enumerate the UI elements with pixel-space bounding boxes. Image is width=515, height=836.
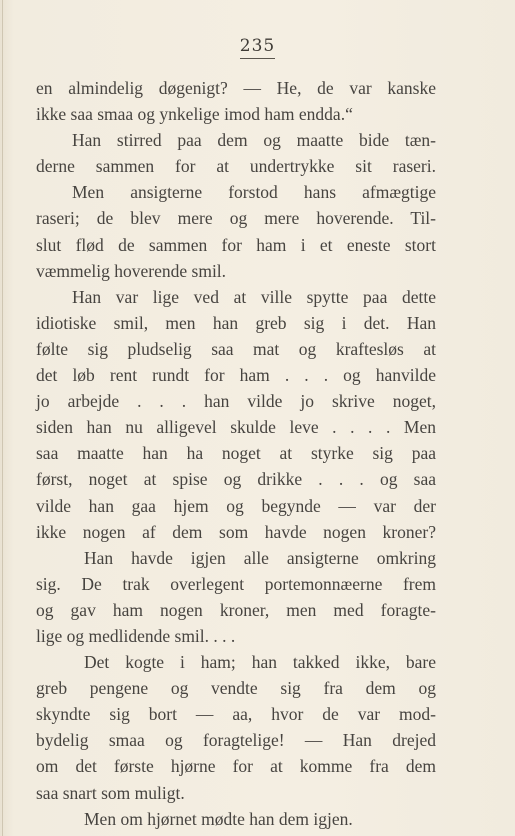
text-line: Han stirred paa dem og maatte bide tæn- [72, 130, 436, 151]
text-line: vilde han gaa hjem og begynde — var der [36, 495, 436, 516]
text-line: jo arbejde . . . han vilde jo skrive noget, [36, 391, 436, 412]
text-line: følte sig pludselig saa mat og kraftesløs at [36, 338, 436, 359]
text-line: lige og medlidende smil. . . . [36, 625, 236, 646]
text-line: og gav ham nogen kroner, men med foragte- [36, 599, 436, 620]
text-line: saa snart som muligt. [36, 782, 185, 803]
text-line: derne sammen for at undertrykke sit raseri. [36, 156, 436, 177]
text-line: skyndte sig bort — aa, hvor de var mod- [36, 704, 436, 725]
text-line: Han var lige ved at ville spytte paa dette [72, 286, 436, 307]
text-line: ikke saa smaa og ynkelige imod ham endda.“ [36, 104, 353, 125]
body-text [36, 75, 436, 832]
text-line: bydelig smaa og foragtelige! — Han drejed [36, 730, 436, 751]
text-line: væmmelig hoverende smil. [36, 260, 227, 281]
text-line: Men om hjørnet mødte han dem igjen. [84, 808, 353, 829]
text-line: Det kogte i ham; han takked ikke, bare [84, 652, 436, 673]
text-line: om det første hjørne for at komme fra dem [36, 756, 436, 777]
text-line: en almindelig døgenigt? — He, de var kanske [36, 78, 436, 98]
text-line: det løb rent rundt for ham . . . og hanvilde [36, 365, 436, 386]
text-line: siden han nu alligevel skulde leve . . . . Men [36, 417, 436, 438]
text-line: slut flød de sammen for ham i et eneste stort [36, 234, 436, 255]
text-line: ikke nogen af dem som havde nogen kroner? [36, 521, 436, 542]
text-line: idiotiske smil, men han greb sig i det. Han [36, 312, 436, 333]
page-gutter-edge [2, 0, 3, 836]
text-line: greb pengene og vendte sig fra dem og [36, 678, 436, 699]
text-line: Han havde igjen alle ansigterne omkring [84, 547, 436, 568]
text-line: raseri; de blev mere og mere hoverende. Til- [36, 208, 436, 229]
text-line: Men ansigterne forstod hans afmægtige [72, 182, 436, 203]
text-line: saa maatte han ha noget at styrke sig paa [36, 443, 436, 464]
text-line: sig. De trak overlegent portemonnæerne frem [36, 573, 436, 594]
page-number: 235 [0, 36, 515, 59]
text-line: først, noget at spise og drikke . . . og saa [36, 469, 436, 490]
